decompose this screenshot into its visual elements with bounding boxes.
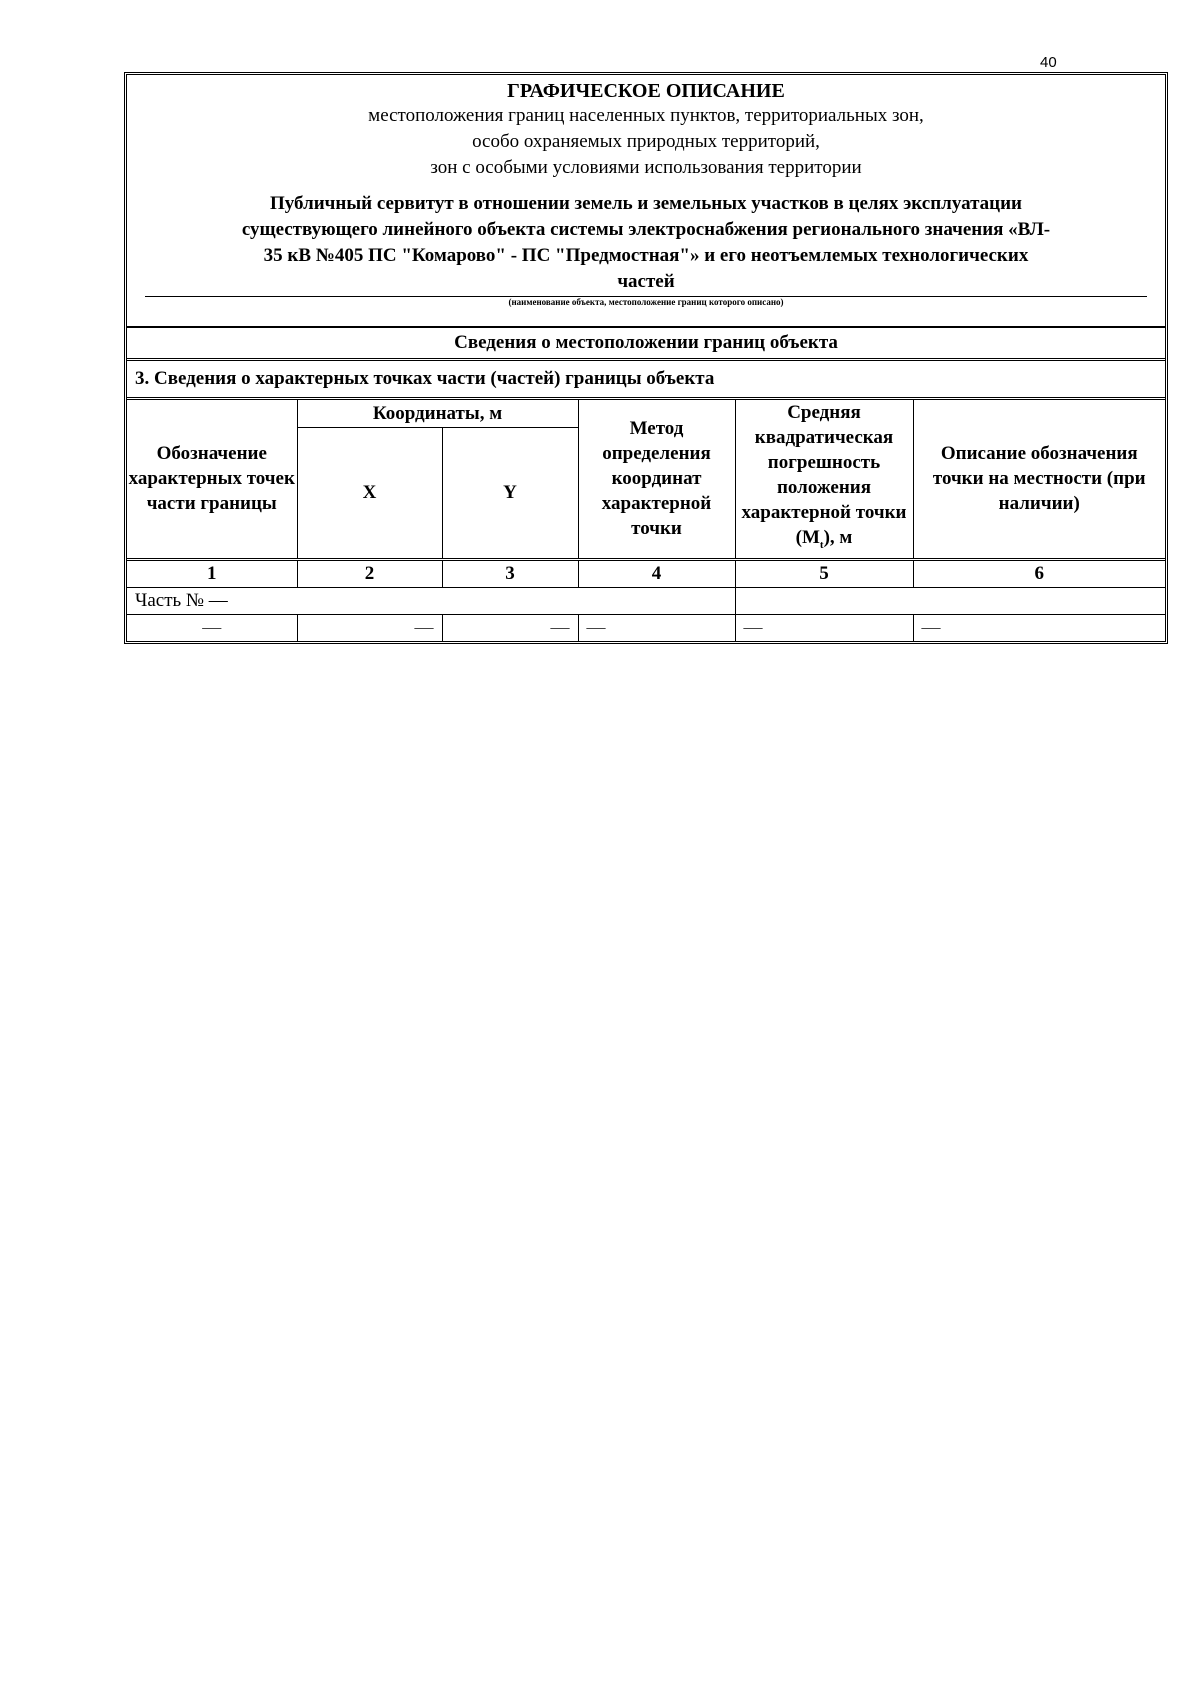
cell-designation: — [127,614,297,641]
section-title: Сведения о местоположении границ объекта [127,328,1165,361]
subsection-title: 3. Сведения о характерных точках части (частей) границы объекта [127,361,1165,400]
column-number-2: 2 [297,559,442,587]
subtitle-line-2: особо охраняемых природных территорий, [472,131,820,152]
part-label: Часть № — [127,587,735,614]
table-row [127,614,1165,641]
header-error-unit: ), м [823,527,853,548]
page-number: 40 [1040,54,1057,71]
object-name-line-1: Публичный сервитут в отношении земель и земельных участков в целях эксплуатации [270,193,1022,214]
header-coordinates: Координаты, м [297,400,578,428]
column-number-5: 5 [735,559,913,587]
header-error [735,400,913,559]
object-name-caption: (наименование объекта, местоположение границ которого описано) [508,297,784,307]
header-designation: Обозначение характерных точек части границы [127,400,297,559]
header-block [127,75,1165,328]
object-name-line-2: существующего линейного объекта системы электроснабжения регионального значения «ВЛ- [241,219,1051,240]
cell-y: — [442,614,578,641]
column-number-4: 4 [578,559,735,587]
header-error-subscript: t [819,538,824,551]
cell-description: — [913,614,1165,641]
header-x: X [297,428,442,560]
characteristic-points-table [127,400,1165,641]
header-error-text: Средняя квадратическая погрешность положения характерной точки (M [741,402,907,548]
header-method: Метод определения координат характерной точки [578,400,735,559]
column-number-3: 3 [442,559,578,587]
subtitle-line-1: местоположения границ населенных пунктов, территориальных зон, [368,105,924,126]
column-number-6: 6 [913,559,1165,587]
column-number-1: 1 [127,559,297,587]
cell-x: — [297,614,442,641]
header-y: Y [442,428,578,560]
object-name-line-3: 35 кВ №405 ПС "Комарово" - ПС "Предмостная"» и его неотъемлемых технологических [263,245,1029,266]
subtitle-line-3: зон с особыми условиями использования территории [430,157,862,178]
document-frame [124,72,1168,644]
object-name-line-4: частей [617,271,675,292]
cell-error: — [735,614,913,641]
document-title: ГРАФИЧЕСКОЕ ОПИСАНИЕ [507,80,785,102]
header-description: Описание обозначения точки на местности (при наличии) [913,400,1165,559]
object-name [145,191,1147,297]
part-label-empty [735,587,1165,614]
cell-method: — [578,614,735,641]
